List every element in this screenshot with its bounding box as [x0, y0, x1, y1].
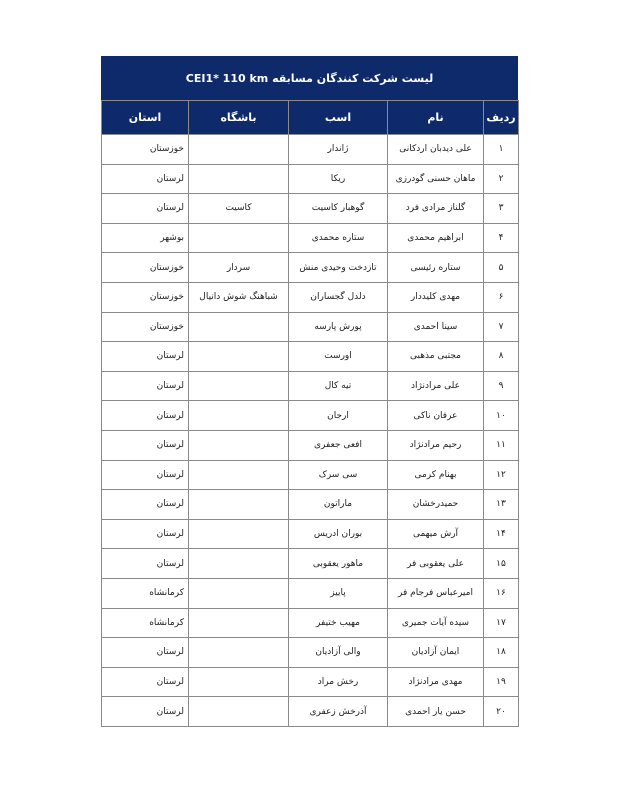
cell-horse: آذرخش زعفری: [289, 697, 388, 727]
cell-horse: تیه کال: [289, 371, 388, 401]
table-row: [102, 282, 519, 312]
cell-province: لرستان: [102, 667, 189, 697]
cell-province: لرستان: [102, 549, 189, 579]
cell-row-number: ۸: [484, 342, 519, 372]
cell-name: بهنام کرمی: [388, 460, 484, 490]
table-row: [102, 223, 519, 253]
cell-province: لرستان: [102, 638, 189, 668]
cell-horse: افعی جعفری: [289, 430, 388, 460]
table-row: [102, 519, 519, 549]
cell-horse: تازدخت وحیدی منش: [289, 253, 388, 283]
cell-club: [189, 164, 289, 194]
cell-horse: پاییز: [289, 578, 388, 608]
table-row: [102, 460, 519, 490]
cell-row-number: ۲۰: [484, 697, 519, 727]
cell-horse: والی آزادیان: [289, 638, 388, 668]
table-row: [102, 342, 519, 372]
cell-horse: ماراتون: [289, 490, 388, 520]
table-row: [102, 549, 519, 579]
cell-row-number: ۱: [484, 135, 519, 165]
cell-province: لرستان: [102, 342, 189, 372]
cell-club: [189, 312, 289, 342]
cell-row-number: ۹: [484, 371, 519, 401]
cell-club: شباهنگ شوش دانیال: [189, 282, 289, 312]
cell-horse: سی سرک: [289, 460, 388, 490]
cell-club: [189, 460, 289, 490]
cell-row-number: ۱۷: [484, 608, 519, 638]
cell-name: حسن یار احمدی: [388, 697, 484, 727]
table-row: [102, 135, 519, 165]
cell-club: [189, 490, 289, 520]
table-row: [102, 638, 519, 668]
table-row: [102, 430, 519, 460]
cell-province: کرمانشاه: [102, 578, 189, 608]
cell-club: [189, 667, 289, 697]
document-title: لیست شرکت کنندگان مسابقه CEI1* 110 km: [101, 56, 518, 100]
table-row: [102, 371, 519, 401]
cell-province: خوزستان: [102, 253, 189, 283]
cell-row-number: ۲: [484, 164, 519, 194]
cell-row-number: ۱۶: [484, 578, 519, 608]
cell-club: [189, 430, 289, 460]
cell-province: لرستان: [102, 194, 189, 224]
cell-province: خوزستان: [102, 312, 189, 342]
cell-province: بوشهر: [102, 223, 189, 253]
cell-row-number: ۱۳: [484, 490, 519, 520]
cell-horse: ارجان: [289, 401, 388, 431]
cell-club: [189, 638, 289, 668]
cell-club: کاسیت: [189, 194, 289, 224]
cell-row-number: ۱۱: [484, 430, 519, 460]
cell-club: سردار: [189, 253, 289, 283]
cell-club: [189, 223, 289, 253]
cell-province: خوزستان: [102, 135, 189, 165]
cell-club: [189, 401, 289, 431]
cell-club: [189, 519, 289, 549]
cell-horse: مهیب ختیفر: [289, 608, 388, 638]
cell-row-number: ۶: [484, 282, 519, 312]
cell-club: [189, 342, 289, 372]
cell-row-number: ۵: [484, 253, 519, 283]
cell-horse: ماهور یعقوبی: [289, 549, 388, 579]
table-row: [102, 401, 519, 431]
table-row: [102, 253, 519, 283]
cell-row-number: ۱۴: [484, 519, 519, 549]
cell-name: ماهان حسنی گودرزی: [388, 164, 484, 194]
cell-name: علی مرادنژاد: [388, 371, 484, 401]
cell-horse: دلدل گجساران: [289, 282, 388, 312]
table-row: [102, 608, 519, 638]
cell-name: مهدی کلیددار: [388, 282, 484, 312]
table-row: [102, 578, 519, 608]
cell-name: علی دیدبان اردکانی: [388, 135, 484, 165]
cell-name: آرش میهمی: [388, 519, 484, 549]
header-province: استان: [102, 101, 189, 135]
cell-club: [189, 608, 289, 638]
cell-club: [189, 697, 289, 727]
table-row: [102, 164, 519, 194]
cell-club: [189, 371, 289, 401]
cell-province: خوزستان: [102, 282, 189, 312]
participants-table: [101, 100, 519, 727]
cell-name: علی یعقوبی فر: [388, 549, 484, 579]
cell-row-number: ۱۲: [484, 460, 519, 490]
cell-name: سیده آیات جمیری: [388, 608, 484, 638]
cell-province: لرستان: [102, 371, 189, 401]
cell-name: گلناز مرادی فرد: [388, 194, 484, 224]
cell-province: لرستان: [102, 164, 189, 194]
cell-club: [189, 135, 289, 165]
participants-document: [101, 56, 518, 727]
table-row: [102, 312, 519, 342]
cell-row-number: ۳: [484, 194, 519, 224]
cell-horse: ریکا: [289, 164, 388, 194]
cell-row-number: ۴: [484, 223, 519, 253]
cell-province: کرمانشاه: [102, 608, 189, 638]
cell-horse: ژاندار: [289, 135, 388, 165]
cell-row-number: ۱۹: [484, 667, 519, 697]
cell-row-number: ۷: [484, 312, 519, 342]
table-header-row: [102, 101, 519, 135]
cell-row-number: ۱۰: [484, 401, 519, 431]
cell-province: لرستان: [102, 490, 189, 520]
header-name: نام: [388, 101, 484, 135]
cell-province: لرستان: [102, 430, 189, 460]
cell-name: ابراهیم محمدی: [388, 223, 484, 253]
table-row: [102, 667, 519, 697]
header-row-number: ردیف: [484, 101, 519, 135]
cell-club: [189, 578, 289, 608]
cell-name: حمیدرخشان: [388, 490, 484, 520]
cell-province: لرستان: [102, 401, 189, 431]
cell-row-number: ۱۸: [484, 638, 519, 668]
cell-name: مهدی مرادنژاد: [388, 667, 484, 697]
cell-name: مجتبی مذهبی: [388, 342, 484, 372]
cell-horse: ستاره محمدی: [289, 223, 388, 253]
cell-province: لرستان: [102, 697, 189, 727]
cell-province: لرستان: [102, 519, 189, 549]
cell-name: ستاره رئیسی: [388, 253, 484, 283]
cell-club: [189, 549, 289, 579]
cell-name: سینا احمدی: [388, 312, 484, 342]
cell-row-number: ۱۵: [484, 549, 519, 579]
header-club: باشگاه: [189, 101, 289, 135]
header-horse: اسب: [289, 101, 388, 135]
cell-name: ایمان آزادیان: [388, 638, 484, 668]
cell-name: رحیم مرادنژاد: [388, 430, 484, 460]
cell-horse: گوهبار کاسیت: [289, 194, 388, 224]
cell-horse: پورش پارسه: [289, 312, 388, 342]
table-row: [102, 194, 519, 224]
cell-name: امیرعباس فرجام فر: [388, 578, 484, 608]
cell-horse: رخش مراد: [289, 667, 388, 697]
cell-horse: بوران ادریس: [289, 519, 388, 549]
table-row: [102, 697, 519, 727]
cell-horse: اورست: [289, 342, 388, 372]
cell-province: لرستان: [102, 460, 189, 490]
table-row: [102, 490, 519, 520]
cell-name: عرفان ناکی: [388, 401, 484, 431]
